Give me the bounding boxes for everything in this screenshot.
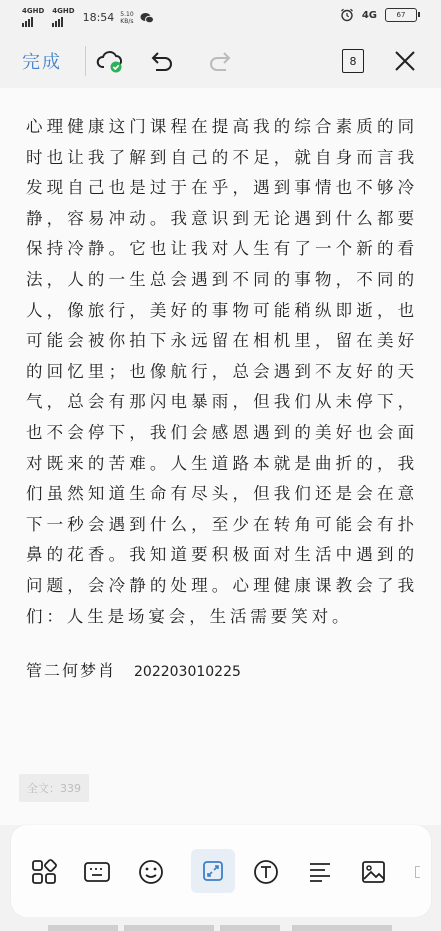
signal-1-label: 4GHD [22,7,45,15]
keyboard-icon[interactable] [80,855,114,889]
battery-icon [385,8,417,22]
page-count-icon [342,49,364,73]
emoji-icon[interactable] [134,855,168,889]
nav-strip-4 [292,925,392,931]
editor-toolbar [0,34,441,88]
cloud-sync-icon[interactable] [96,46,126,76]
text-style-icon[interactable] [249,855,283,889]
note-editor[interactable] [0,88,441,825]
align-icon[interactable] [303,855,337,889]
close-icon[interactable] [390,46,420,76]
layout-icon[interactable] [27,855,61,889]
signature-line [26,658,241,681]
net-speed-unit: KB/s [120,17,134,25]
nav-strip-2 [124,925,214,931]
wechat-icon [140,12,154,24]
clock: 18:54 [82,11,115,24]
toolbar-divider [85,46,86,76]
expand-icon[interactable] [191,849,235,893]
more-handle[interactable] [415,866,420,878]
student-id: 202203010225 [134,664,241,680]
signal-1 [22,8,46,27]
nav-strip-1 [48,925,118,931]
bottom-toolbar [11,825,431,917]
signal-bars-icon [52,15,63,27]
signature-name: 管二何梦肖 [26,661,117,680]
nav-strip-3 [220,925,280,931]
page-count: 8 [349,54,357,68]
net-speed-value: 5.10 [120,10,134,18]
status-bar [0,0,441,34]
note-body[interactable]: 心理健康这门课程在提高我的综合素质的同时也让我了解到自己的不足，就自身而言我发现自己也是过于在乎，遇到事情也不够冷静，容易冲动。我意识到无论遇到什么都要保持冷静。它也让我对人生有了一个新的看法，人的一生总会遇到不同的事物，不同的人，像旅行，美好的事物可能稍纵即逝，也可能会被你拍下永远留在相机里，留在美好的回忆里；也像航行，总会遇到不友好的天气，总会有那闪电暴雨，但我们从未停下，也不会停下，我们会感恩遇到的美好也会面对既来的苦难。人生道路本就是曲折的，我们虽然知道生命有尽头，但我们还是会在意下一秒会遇到什么，至少在转角可能会有扑鼻的花香。我知道要积极面对生活中遇到的问题，会冷静的处理。心理健康课教会了我们：人生是场宴会，生活需要笑对。 [26,117,418,626]
network-type: 4G [361,9,377,21]
signal-2-label: 4GHD [52,7,75,15]
done-button[interactable]: 完成 [22,52,62,73]
alarm-icon [340,8,354,22]
image-icon[interactable] [357,855,391,889]
page-count-button[interactable] [338,46,368,76]
status-right [340,8,417,22]
battery-level: 67 [396,11,406,19]
undo-icon[interactable] [148,46,178,76]
signal-bars-icon [22,15,33,27]
signal-2 [52,8,76,27]
redo-icon[interactable] [204,46,234,76]
status-left [22,8,154,27]
word-count-badge: 全文：339 [19,774,89,802]
net-speed [120,11,133,25]
